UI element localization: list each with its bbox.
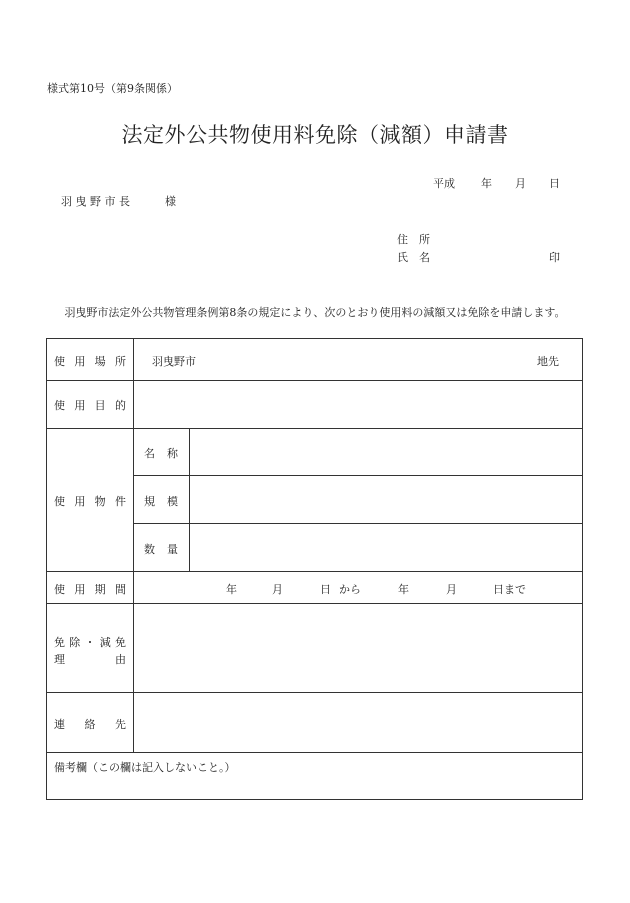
row-divider [133, 523, 583, 524]
location-city: 羽曳野市 [152, 355, 196, 368]
row-divider [46, 428, 583, 429]
period-from-year: 年 [226, 583, 237, 596]
period-to-month: 月 [446, 583, 457, 596]
table-border-right [582, 338, 583, 800]
period-label: 使 用 期 間 [54, 583, 126, 596]
sub-label-divider [189, 428, 190, 571]
row-divider [46, 752, 583, 753]
period-from-day: 日 [320, 583, 331, 596]
purpose-label: 使 用 目 的 [54, 399, 126, 412]
property-name-label: 名 称 [144, 447, 178, 460]
label-column-divider [133, 338, 134, 752]
address-label: 住 所 [397, 233, 430, 246]
period-from-word: から [339, 583, 361, 596]
table-border-left [46, 338, 47, 800]
property-quantity-label: 数 量 [144, 543, 178, 556]
row-divider [46, 692, 583, 693]
property-label: 使 用 物 件 [54, 495, 126, 508]
page-title: 法定外公共物使用料免除（減額）申請書 [121, 123, 509, 147]
table-border-top [46, 338, 583, 339]
application-statement: 羽曳野市法定外公共物管理条例第8条の規定により、次のとおり使用料の減額又は免除を申請します。 [64, 306, 566, 319]
row-divider [46, 571, 583, 572]
row-divider [133, 475, 583, 476]
property-scale-label: 規 模 [144, 495, 178, 508]
location-suffix: 地先 [537, 355, 559, 368]
form-number: 様式第10号（第9条関係） [47, 82, 178, 95]
application-table [46, 338, 583, 800]
date-era: 平成 [433, 177, 455, 190]
date-month: 月 [515, 177, 526, 190]
seal-mark: 印 [549, 251, 560, 264]
contact-label: 連 絡 先 [54, 718, 126, 731]
row-divider [46, 603, 583, 604]
addressee-honorific: 様 [165, 195, 176, 208]
name-label: 氏 名 [397, 251, 430, 264]
remarks-label: 備考欄（この欄は記入しないこと。） [54, 761, 236, 774]
reason-label-line2: 理 由 [54, 653, 126, 666]
period-to-year: 年 [398, 583, 409, 596]
location-label: 使 用 場 所 [54, 355, 126, 368]
addressee-name: 羽 曳 野 市 長 [61, 195, 130, 208]
reason-label-line1: 免 除 ・ 減 免 [54, 636, 126, 649]
row-divider [46, 380, 583, 381]
date-day: 日 [549, 177, 560, 190]
period-to-day: 日まで [493, 583, 526, 596]
period-from-month: 月 [272, 583, 283, 596]
table-border-bottom [46, 799, 583, 800]
date-year: 年 [481, 177, 492, 190]
